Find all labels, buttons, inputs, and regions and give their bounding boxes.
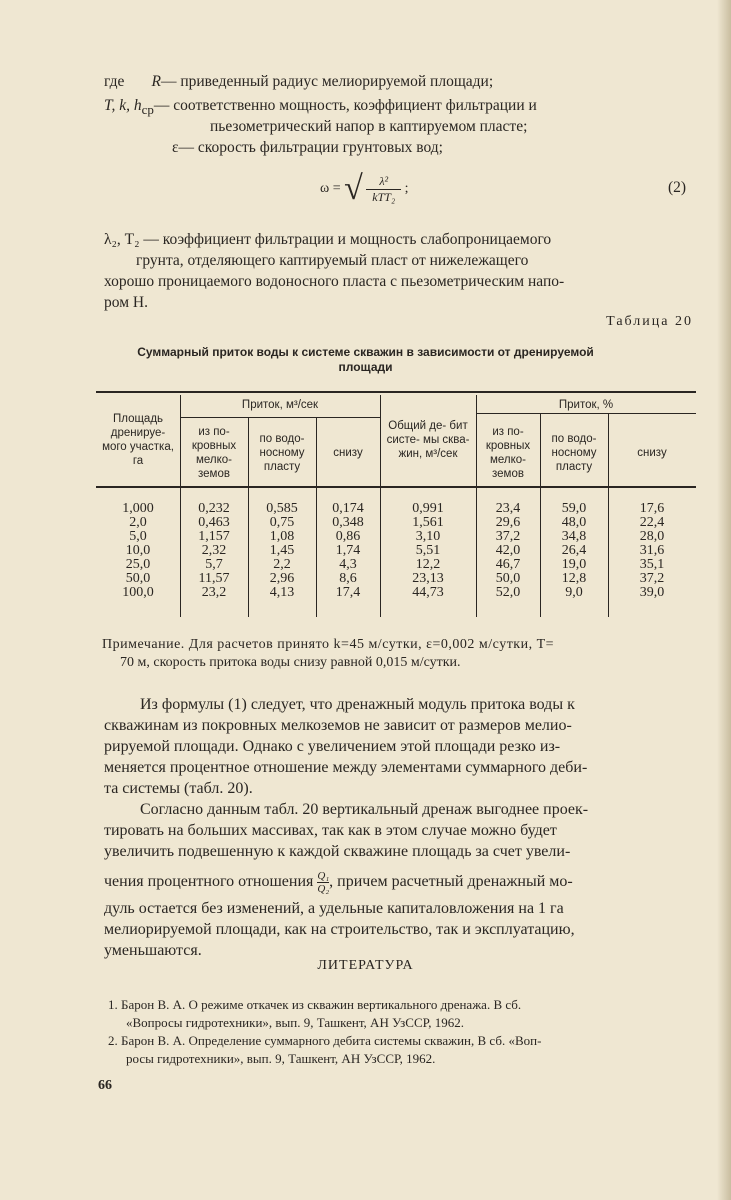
table-cell: 0,991 <box>412 501 444 516</box>
table-vline <box>180 395 181 617</box>
table-cell: 1,000 <box>122 501 154 516</box>
paragraph-1: Из формулы (1) следует, что дренажный модуль притока воды к скважинам из покровных мелкоземов не зависит от размеров мелио- рируемой площади. Однако с увеличением этой площади резко из- меняется процентное отношение между элементами суммарного деби- та системы (табл. 20). <box>104 696 588 797</box>
subheader-below: снизу <box>333 446 363 459</box>
table-row <box>96 488 696 516</box>
table-cell: 42,0 <box>495 543 521 558</box>
lambda-line-4: ром H. <box>104 294 148 311</box>
table-cell: 100,0 <box>122 585 154 600</box>
def-line-3: пьезометрический напор в каптируемом пласте; <box>210 118 528 135</box>
lit-item-1: 1. Барон В. А. О режиме откачек из скважин вертикального дренажа. В сб. <box>108 997 522 1012</box>
table-cell: 1,157 <box>198 529 230 544</box>
table-row <box>96 544 696 558</box>
inflow-table <box>96 392 696 600</box>
table-cell: 0,232 <box>198 501 230 516</box>
table-cell: 4,3 <box>339 557 357 572</box>
table-vline <box>476 395 477 617</box>
table-cell: 0,348 <box>332 515 364 530</box>
table-cell: 23,2 <box>201 585 227 600</box>
paragraph-2: Согласно данным табл. 20 вертикальный дренаж выгоднее проек- тировать на больших массивах, так как в этом случае можно будет увеличить подвешенную к каждой скважине площадь за счет увели- чения процентного отношения $\frac{\text{Q₁}}{\text{Q₂}}$ , причем расчетный дренажный мо- дуль остается без изменений, а удельные капиталовложения на 1 га мелиорируемой площади, как на строительство, так и эксплуатацию, уменьшаются. <box>104 801 589 959</box>
table-cell: 2,32 <box>201 543 227 558</box>
table-vline <box>316 418 317 617</box>
header-inflow-pct: Приток, % <box>558 398 614 411</box>
table-cell: 0,86 <box>335 529 361 544</box>
table-cell: 37,2 <box>495 529 521 544</box>
table-cell: 59,0 <box>561 501 587 516</box>
table-cell: 23,13 <box>412 571 444 586</box>
table-cell: 35,1 <box>639 557 665 572</box>
q-fraction: $\frac{\text{Q₁}}{\text{Q₂}}$ <box>317 869 330 895</box>
page-edge-shadow <box>717 0 731 1200</box>
table-vline <box>248 418 249 617</box>
table-row <box>96 586 696 600</box>
table-row <box>96 516 696 530</box>
table-cell: 0,585 <box>266 501 298 516</box>
table-vline <box>380 395 381 617</box>
table-cell: 5,51 <box>415 543 441 558</box>
table-cell: 23,4 <box>495 501 521 516</box>
table-cell: 0,174 <box>332 501 364 516</box>
table-cell: 9,0 <box>565 585 583 600</box>
table-cell: 50,0 <box>125 571 151 586</box>
table-vline <box>540 414 541 617</box>
table-cell: 44,73 <box>412 585 444 600</box>
table-cell: 5,7 <box>205 557 223 572</box>
table-cell: 1,74 <box>335 543 361 558</box>
lit-item-2: 2. Барон В. А. Определение суммарного дебита системы скважин, В сб. «Воп- <box>108 1033 542 1048</box>
table-vline <box>608 414 609 617</box>
table-cell: 8,6 <box>339 571 357 586</box>
table-cell: 48,0 <box>561 515 587 530</box>
table-cell: 12,8 <box>561 571 587 586</box>
table-cell: 2,2 <box>273 557 291 572</box>
table-cell: 0,75 <box>269 515 295 530</box>
subheader-pct-below: снизу <box>637 446 667 459</box>
table-cell: 11,57 <box>198 571 230 586</box>
table-cell: 26,4 <box>561 543 587 558</box>
table-cell: 28,0 <box>639 529 665 544</box>
table-label: Таблица 20 <box>606 314 693 329</box>
literature-heading: ЛИТЕРАТУРА <box>317 958 414 973</box>
table-cell: 52,0 <box>495 585 521 600</box>
page-number: 66 <box>98 1078 112 1093</box>
table-cell: 22,4 <box>639 515 665 530</box>
table-cell: 46,7 <box>495 557 521 572</box>
lambda-line-2: грунта, отделяющего каптируемый пласт от нижележащего <box>136 252 529 269</box>
table-note: Примечание. Для расчетов принято k=45 м/сутки, ε=0,002 м/сутки, T= 70 м, скорость притока воды снизу равной 0,015 м/сутки. <box>102 637 555 670</box>
table-cell: 3,10 <box>415 529 441 544</box>
literature-list: 1. Барон В. А. О режиме откачек из скважин вертикального дренажа. В сб. «Вопросы гидротехники», вып. 9, Ташкент, АН УзССР, 1962. 2. Барон В. А. Определение суммарного дебита системы скважин, В сб. «Воп- росы гидротехники», вып. 9, Ташкент, АН УзССР, 1962. <box>108 997 542 1066</box>
table-cell: 1,561 <box>412 515 444 530</box>
table-cell: 19,0 <box>561 557 587 572</box>
def-line-4: ε— скорость фильтрации грунтовых вод; <box>172 139 443 156</box>
table-cell: 2,96 <box>269 571 295 586</box>
subheader-aquifer: по водо- носному пласту <box>259 432 305 473</box>
table-cell: 1,45 <box>269 543 295 558</box>
table-row <box>96 558 696 572</box>
table-cell: 4,13 <box>269 585 295 600</box>
header-area: Площадь дренируе- мого участка, га <box>102 413 174 467</box>
table-cell: 17,6 <box>639 501 665 516</box>
subheader-pct-aquifer: по водо- носному пласту <box>551 432 597 473</box>
def-line-2: T, k, $h_{ср}—$ соответственно мощность, коэффициент фильтрации и <box>104 97 537 118</box>
subheader-pct-surface: из по- кровных мелко- земов <box>485 425 531 480</box>
table-row <box>96 572 696 586</box>
table-cell: 37,2 <box>639 571 665 586</box>
table-cell: 5,0 <box>129 529 147 544</box>
table-cell: 12,2 <box>415 557 441 572</box>
header-inflow: Приток, м³/сек <box>241 398 319 411</box>
table-caption-line-2: площади <box>338 360 393 374</box>
sqrt-symbol: √ <box>344 170 363 207</box>
table-cell: 1,08 <box>269 529 295 544</box>
lambda-line-1: λ₂, T₂ — коэффициент фильтрации и мощность слабопроницаемого <box>104 231 552 248</box>
table-caption-line-1: Суммарный приток воды к системе скважин в зависимости от дренируемой <box>137 345 594 359</box>
table-cell: 2,0 <box>129 515 147 530</box>
table-cell: 10,0 <box>125 543 151 558</box>
formula-omega: ω = √ λ² kTT₂ ; <box>320 170 409 207</box>
table-cell: 17,4 <box>335 585 361 600</box>
def-line-1: где R— приведенный радиус мелиорируемой площади; <box>104 73 494 90</box>
formula-fraction: λ² kTT₂ <box>366 174 401 205</box>
table-cell: 29,6 <box>495 515 521 530</box>
table-cell: 25,0 <box>125 557 151 572</box>
formula-number: (2) <box>668 179 687 196</box>
header-total: Общий де- бит систе- мы сква- жин, м³/сек <box>386 420 470 460</box>
subheader-surface: из по- кровных мелко- земов <box>191 425 237 480</box>
table-cell: 31,6 <box>639 543 665 558</box>
table-cell: 39,0 <box>639 585 665 600</box>
table-cell: 0,463 <box>198 515 230 530</box>
lambda-line-3: хорошо проницаемого водоносного пласта с пьезометрическим напо- <box>104 273 565 290</box>
table-row <box>96 530 696 544</box>
table-cell: 50,0 <box>495 571 521 586</box>
table-cell: 34,8 <box>561 529 587 544</box>
